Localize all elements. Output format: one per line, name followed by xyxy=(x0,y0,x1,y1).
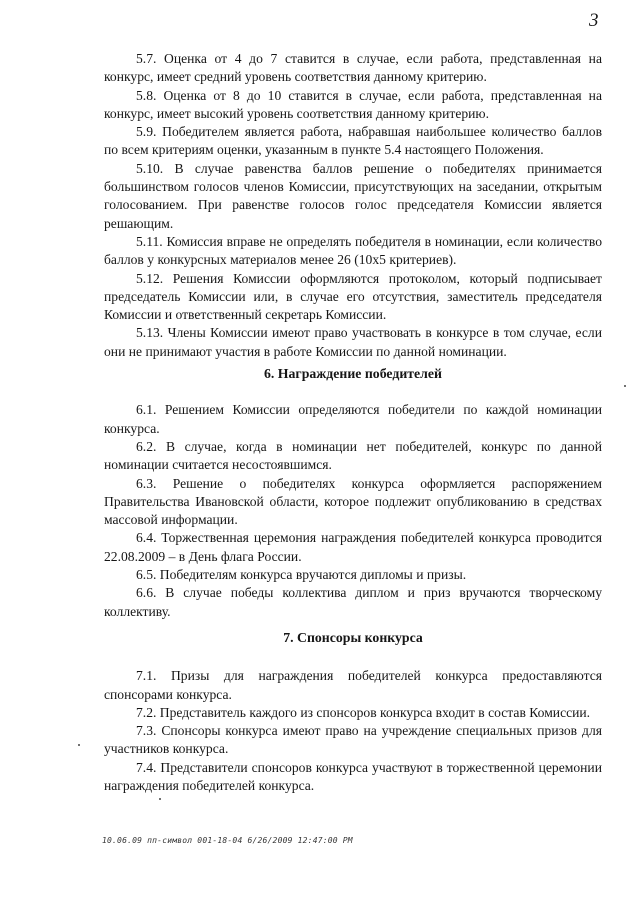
paragraph-6-4: 6.4. Торжественная церемония награждения победителей конкурса проводится 22.08.2009 – в День флага России. xyxy=(104,530,602,564)
paragraph-7-4: 7.4. Представители спонсоров конкурса участвуют в торжественной церемонии награждения победителей конкурса. xyxy=(104,759,602,793)
paragraph-5-8: 5.8. Оценка от 8 до 10 ставится в случае, если работа, представленная на конкурс, имеет высокий уровень соответствия данному критерию. xyxy=(104,87,602,121)
paragraph-5-10: 5.10. В случае равенства баллов решение о победителях принимается большинством голосов членов Комиссии, присутствующих на заседании, открытым голосованием. При равенстве голосов голос председателя Комиссии является решающим. xyxy=(104,160,602,231)
scan-speck xyxy=(159,798,161,800)
paragraph-7-3: 7.3. Спонсоры конкурса имеют право на учреждение специальных призов для участников конкурса. xyxy=(104,723,602,757)
paragraph-5-13: 5.13. Члены Комиссии имеют право участвовать в конкурсе в том случае, если они не принимают участия в работе Комиссии по данной номинации. xyxy=(104,325,602,359)
paragraph-7-1: 7.1. Призы для награждения победителей конкурса предоставляются спонсорами конкурса. xyxy=(104,668,602,702)
paragraph-7-2: 7.2. Представитель каждого из спонсоров конкурса входит в состав Комиссии. xyxy=(136,704,591,720)
paragraph-5-9: 5.9. Победителем является работа, набравшая наибольшее количество баллов по всем критериям оценки, указанным в пункте 5.4 настоящего Положения. xyxy=(104,124,602,158)
paragraph-6-2: 6.2. В случае, когда в номинации нет победителей, конкурс по данной номинации считается несостоявшимся. xyxy=(104,438,602,473)
paragraph-5-12: 5.12. Решения Комиссии оформляются протоколом, который подписывает председатель Комиссии или, в случае его отсутствия, заместитель председателя Комиссии и ответственный секретарь Комиссии. xyxy=(104,270,602,323)
page-number: 3 xyxy=(589,10,599,31)
paragraph-6-1: 6.1. Решением Комиссии определяются победители по каждой номинации конкурса. xyxy=(104,402,602,436)
paragraph-5-7: 5.7. Оценка от 4 до 7 ставится в случае, если работа, представленная на конкурс, имеет средний уровень соответствия данному критерию. xyxy=(104,51,602,85)
print-footer: 10.06.09 пп-символ 001-18-04 6/26/2009 12:47:00 PM xyxy=(102,836,353,845)
paragraph-6-5: 6.5. Победителям конкурса вручаются дипломы и призы. xyxy=(136,567,467,583)
section-7-heading: 7. Спонсоры конкурса xyxy=(283,629,423,645)
paragraph-6-6: 6.6. В случае победы коллектива диплом и приз вручаются творческому коллективу. xyxy=(104,585,602,619)
paragraph-5-11: 5.11. Комиссия вправе не определять победителя в номинации, если количество баллов у конкурсных материалов менее 26 (10х5 критериев). xyxy=(104,233,602,268)
scan-speck xyxy=(78,744,80,746)
document-body xyxy=(104,50,602,795)
scan-speck xyxy=(624,385,626,387)
paragraph-6-3: 6.3. Решение о победителях конкурса оформляется распоряжением Правительства Ивановской области, которое подлежит опубликованию в средствах массовой информации. xyxy=(104,475,602,528)
section-6-heading: 6. Награждение победителей xyxy=(264,366,442,382)
